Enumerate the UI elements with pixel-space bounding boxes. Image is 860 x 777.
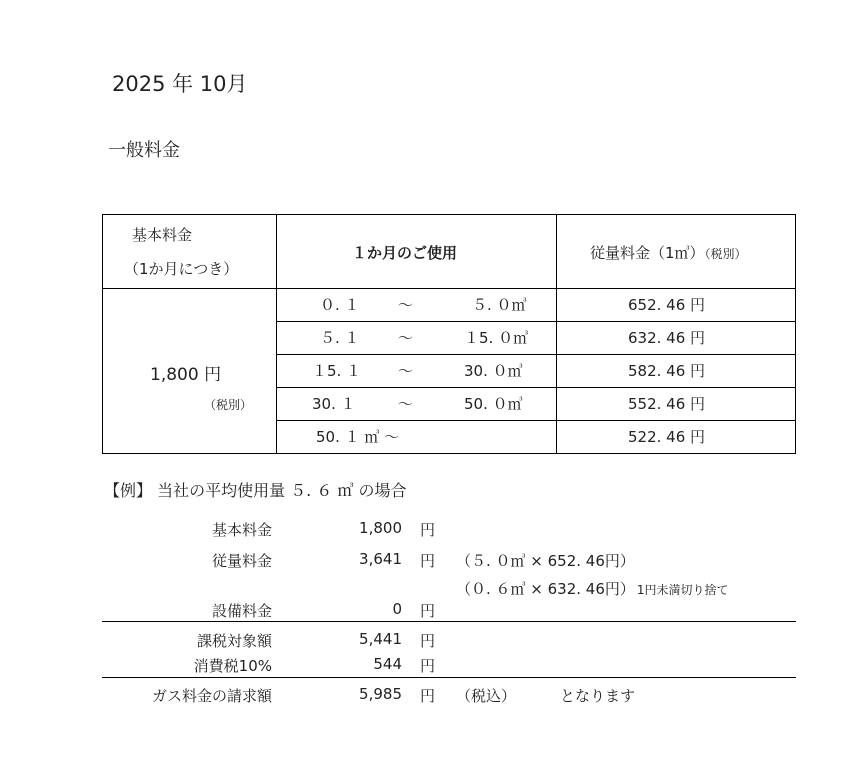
- divider-line: [102, 621, 796, 622]
- range-from: ０. １: [320, 296, 360, 314]
- equipment-fee-label: 設備料金: [211, 602, 272, 620]
- range-to: １5. ０㎥: [464, 329, 529, 347]
- row-divider: [276, 387, 796, 388]
- range-sep: ～: [398, 329, 414, 347]
- taxable-amount: 5,441: [359, 630, 402, 648]
- consumption-tax-amount: 544: [373, 655, 402, 673]
- range-sep: ～: [398, 296, 414, 314]
- consumption-tax-label: 消費税10%: [193, 657, 272, 675]
- tax-included-note: （税込）: [456, 687, 517, 705]
- rate-value: 652. 46 円: [628, 296, 706, 314]
- column-divider: [556, 214, 557, 454]
- rate-value: 552. 46 円: [628, 395, 706, 413]
- usage-note-2: [456, 578, 729, 599]
- yen-unit: 円: [420, 521, 436, 539]
- divider-line: [102, 677, 796, 678]
- range-to: ５. ０㎥: [472, 296, 527, 314]
- section-heading: 一般料金: [108, 140, 180, 161]
- rate-value: 632. 46 円: [628, 329, 706, 347]
- range-sep: ～: [398, 362, 414, 380]
- usage-fee-amount: 3,641: [359, 550, 402, 568]
- basic-fee-tax-note: （税別）: [204, 398, 253, 412]
- header-divider: [102, 288, 796, 289]
- yen-unit: 円: [420, 657, 436, 675]
- total-label: ガス料金の請求額: [151, 687, 272, 705]
- usage-note-2-text: （０. ６㎥ × 632. 46円）: [456, 580, 635, 598]
- total-suffix: となります: [560, 687, 636, 705]
- range-from: 50. １ ㎥ ～: [316, 428, 400, 446]
- rate-value: 522. 46 円: [628, 428, 706, 446]
- header-rate-label: 従量料金（1㎥）: [590, 244, 705, 262]
- header-rate: [590, 242, 747, 263]
- usage-note-1: （５. ０㎥ × 652. 46円）: [456, 552, 635, 570]
- basic-fee-label: 基本料金: [211, 521, 272, 539]
- yen-unit: 円: [420, 602, 436, 620]
- range-from: １5. １: [312, 362, 362, 380]
- usage-fee-label: 従量料金: [211, 552, 272, 570]
- rate-table: [102, 214, 796, 454]
- range-sep: ～: [398, 395, 414, 413]
- header-rate-tax: （税別）: [704, 247, 747, 261]
- rate-value: 582. 46 円: [628, 362, 706, 380]
- range-to: 30. ０㎥: [464, 362, 523, 380]
- row-divider: [276, 354, 796, 355]
- total-amount: 5,985: [359, 685, 402, 703]
- header-basic-fee-note: （1か月につき）: [124, 260, 239, 278]
- column-divider: [276, 214, 277, 454]
- date-title: 2025 年 10月: [112, 72, 248, 96]
- rounding-note: 1円未満切り捨て: [636, 583, 729, 597]
- equipment-fee-amount: 0: [392, 600, 402, 618]
- range-from: 30. １: [312, 395, 356, 413]
- basic-fee-value: 1,800 円: [150, 365, 222, 385]
- yen-unit: 円: [420, 552, 436, 570]
- example-title: 【例】 当社の平均使用量 ５. ６ ㎥ の場合: [104, 481, 407, 500]
- yen-unit: 円: [420, 632, 436, 650]
- row-divider: [276, 420, 796, 421]
- yen-unit: 円: [420, 687, 436, 705]
- range-to: 50. ０㎥: [464, 395, 523, 413]
- header-usage: １か月のご使用: [352, 244, 458, 262]
- header-basic-fee: 基本料金: [132, 226, 193, 244]
- row-divider: [276, 321, 796, 322]
- basic-fee-amount: 1,800: [359, 519, 402, 537]
- taxable-label: 課税対象額: [196, 632, 272, 650]
- range-from: ５. １: [320, 329, 360, 347]
